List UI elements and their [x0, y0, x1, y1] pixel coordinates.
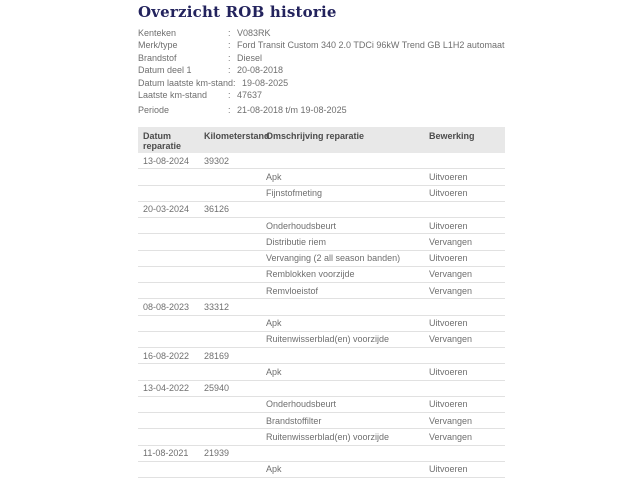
column-header-km: Kilometerstand [204, 131, 270, 141]
table-row-item [138, 251, 505, 267]
cell-km: 36126 [204, 204, 230, 215]
cell-action: Uitvoeren [429, 253, 468, 263]
cell-description: Ruitenwisserblad(en) voorzijde [266, 334, 390, 345]
cell-km: 39302 [204, 155, 230, 166]
vehicle-info-label: Datum laatste km-stand [138, 77, 234, 88]
cell-action: Uitvoeren [429, 318, 468, 328]
cell-description: Distributie riem [266, 236, 327, 247]
vehicle-info-row [138, 64, 568, 76]
table-row-item [138, 364, 505, 380]
vehicle-info-value: 47637 [237, 90, 263, 101]
vehicle-info-row [138, 77, 568, 89]
vehicle-info-colon: : [228, 90, 231, 101]
cell-action: Uitvoeren [429, 399, 468, 410]
history-table-body [138, 153, 505, 478]
cell-description: Onderhoudsbeurt [266, 399, 337, 410]
cell-description: Apk [266, 171, 282, 182]
table-row-item [138, 397, 505, 413]
cell-action: Uitvoeren [429, 171, 468, 182]
periode-row [138, 104, 568, 116]
cell-date: 20-03-2024 [143, 204, 190, 215]
periode-kv [138, 104, 568, 116]
column-header-date: Datum reparatie [143, 131, 182, 151]
cell-action: Vervangen [429, 236, 473, 247]
cell-date: 16-08-2022 [143, 350, 190, 361]
table-row-date [138, 446, 505, 462]
cell-description: Apk [266, 464, 282, 475]
vehicle-info-colon: : [233, 77, 236, 88]
cell-description: Apk [266, 318, 282, 328]
cell-date: 08-08-2023 [143, 301, 190, 312]
table-row-item [138, 234, 505, 250]
table-row-item [138, 413, 505, 429]
cell-action: Vervangen [429, 431, 473, 442]
vehicle-info-value: V083RK [237, 28, 271, 38]
cell-action: Vervangen [429, 334, 473, 345]
column-header-action: Bewerking [429, 131, 475, 141]
cell-description: Vervanging (2 all season banden) [266, 253, 401, 263]
vehicle-info-row [138, 89, 568, 101]
cell-km: 28169 [204, 350, 230, 361]
vehicle-info-label: Merk/type [138, 40, 178, 51]
table-row-item [138, 218, 505, 234]
periode-value: 21-08-2018 t/m 19-08-2025 [237, 105, 347, 115]
cell-date: 11-08-2021 [143, 448, 189, 458]
vehicle-info-row [138, 52, 568, 64]
periode-label: Periode [138, 105, 170, 115]
table-row-date [138, 381, 505, 397]
table-row-date [138, 299, 505, 315]
vehicle-info-label: Brandstof [138, 52, 177, 63]
cell-action: Uitvoeren [429, 366, 468, 377]
vehicle-info-colon: : [228, 52, 231, 63]
vehicle-info-list [138, 27, 568, 102]
vehicle-info-value: Ford Transit Custom 340 2.0 TDCi 96kW Trend GB L1H2 automaat [237, 40, 505, 51]
table-row-item [138, 462, 505, 478]
cell-action: Vervangen [429, 415, 473, 426]
vehicle-info-colon: : [228, 65, 231, 76]
table-row-item [138, 186, 505, 202]
cell-description: Brandstoffilter [266, 415, 322, 426]
cell-description: Remvloeistof [266, 285, 319, 296]
table-row-date [138, 202, 505, 218]
vehicle-info-label: Datum deel 1 [138, 65, 192, 76]
cell-action: Uitvoeren [429, 464, 468, 475]
vehicle-info-colon: : [228, 40, 231, 51]
cell-description: Fijnstofmeting [266, 188, 323, 198]
cell-description: Ruitenwisserblad(en) voorzijde [266, 431, 390, 442]
cell-km: 25940 [204, 383, 230, 393]
vehicle-info-value: 20-08-2018 [237, 65, 284, 76]
history-table-header [138, 127, 505, 153]
cell-action: Uitvoeren [429, 220, 468, 231]
column-header-description: Omschrijving reparatie [266, 131, 365, 141]
cell-km: 33312 [204, 301, 230, 312]
vehicle-info-label: Laatste km-stand [138, 90, 208, 101]
table-row-item [138, 267, 505, 283]
table-row-item [138, 332, 505, 348]
table-row-date [138, 348, 505, 364]
cell-action: Uitvoeren [429, 188, 468, 198]
vehicle-info-row [138, 39, 568, 51]
cell-action: Vervangen [429, 285, 473, 296]
cell-description: Apk [266, 366, 282, 377]
cell-description: Remblokken voorzijde [266, 269, 355, 280]
page-title: Overzicht ROB historie [138, 3, 337, 21]
table-row-item [138, 283, 505, 299]
cell-date: 13-08-2024 [143, 155, 190, 166]
table-row-date [138, 153, 505, 169]
history-table [138, 127, 505, 478]
table-row-item [138, 429, 505, 445]
cell-date: 13-04-2022 [143, 383, 190, 393]
cell-description: Onderhoudsbeurt [266, 220, 337, 231]
vehicle-info-value: Diesel [237, 52, 263, 63]
periode-colon: : [228, 105, 231, 115]
table-row-item [138, 316, 505, 332]
cell-action: Vervangen [429, 269, 473, 280]
vehicle-info-row [138, 27, 568, 39]
cell-km: 21939 [204, 448, 230, 458]
vehicle-info-colon: : [228, 28, 231, 38]
table-row-item [138, 169, 505, 185]
vehicle-info-label: Kenteken [138, 28, 177, 38]
vehicle-info-value: 19-08-2025 [242, 77, 289, 88]
